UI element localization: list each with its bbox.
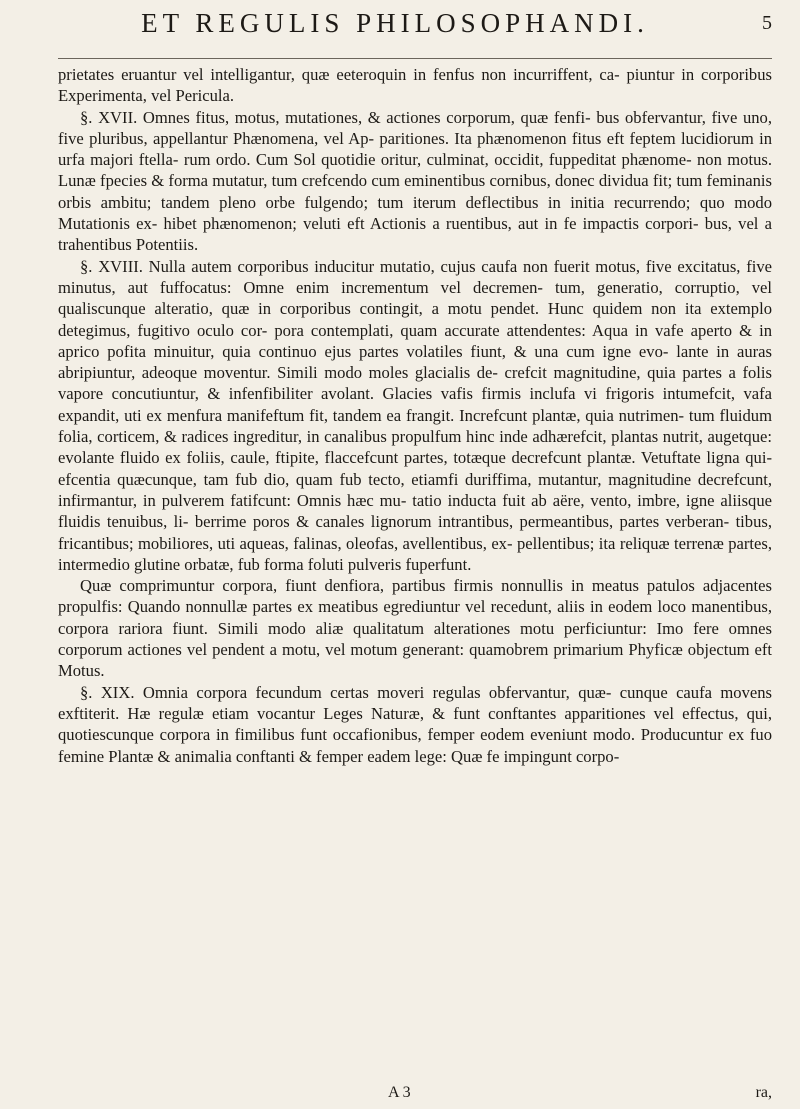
body-text bbox=[58, 64, 772, 767]
page-footer bbox=[58, 1084, 772, 1104]
signature-mark: A 3 bbox=[388, 1084, 411, 1101]
page-number: 5 bbox=[762, 12, 772, 34]
paragraph-section-18: §. XVIII. Nulla autem corporibus inducitur mutatio, cujus caufa non fuerit motus, five excitatus, five minutus, aut fuffocatus: Omne enim incrementum vel decremen- tum, generatio, corruptio, vel qualiscunque alteratio, quæ in corporibus contingit, a motu pendet. Hunc quidem non ita extemplo detegimus, fugitivo oculo cor- pora contemplati, quam accurate attendentes: Aqua in vafe aperto & in aprico pofita minuitur, quia continuo ejus partes volatiles fiunt, & una cum igne evo- lante in auras abripiuntur, adeoque moventur. Simili modo moles glacialis de- crefcit magnitudine, quia partes a folis vapore concutiuntur, & infenfibiliter avolant. Glacies vafis firmis inclufa vi frigoris intumefcit, vafa expandit, uti ex menfura manifeftum fit, tandem ea frangit. Increfcunt plantæ, quia nutrimen- tum fluidum folia, corticem, & radices ingreditur, in canalibus propulfum hinc inde adhærefcit, plantas nutrit, augetque: evolante fluido ex foliis, caule, ftipite, flaccefcunt partes, totæque decrefcunt plantæ. Vetuftate ligna qui- efcentia quæcunque, tam fub dio, quam fub tecto, etiamfi duriffima, mutantur, magnitudine decrefcunt, infirmantur, in pulverem fatifcunt: Omnis hæc mu- tatio inducta fuit ab aëre, vento, imbre, igne aliisque fluidis tenuibus, li- berrime poros & canales lignorum intrantibus, permeantibus, partes verberan- tibus, fricantibus; mobiliores, uti aqueas, falinas, oleofas, avellentibus, ex- pellentibus; ita reliquæ terrenæ partes, intermedio glutine orbatæ, fub forma foluti pulveris fuperfunt. bbox=[58, 256, 772, 574]
paragraph-continuation: prietates eruantur vel intelligantur, quæ eeteroquin in fenfus non incurriffent, ca- piuntur in corporibus Experimenta, vel Pericula. bbox=[58, 65, 772, 106]
paragraph-section-17: §. XVII. Omnes fitus, motus, mutationes, & actiones corporum, quæ fenfi- bus obfervantur, five uno, five pluribus, appellantur Phænomena, vel Ap- paritiones. Ita phænomenon fitus eft feptem lucidiorum in urfa majori ftella- rum ordo. Cum Sol quotidie oritur, culminat, occidit, fuppeditat phænome- non motus. Lunæ fpecies & forma mutatur, tum crefcendo cum eminentibus cornibus, donec dividua fit; tum feminanis orbis ambitu; tandem pleno orbe fulgendo; tum iterum deflectibus in initia recurrendo; quo modo Mutationis ex- hibet phænomenon; veluti eft Actionis a ruentibus, aut in fe impactis corpori- bus, vel a trahentibus Potentiis. bbox=[58, 107, 772, 255]
paragraph-compression: Quæ comprimuntur corpora, fiunt denfiora, partibus firmis nonnullis in meatus patulos adjacentes propulfis: Quando nonnullæ partes ex meatibus egrediuntur vel recedunt, aliis in eodem loco manentibus, corpora rariora fiunt. Simili modo aliæ qualitatum alterationes motu perficiuntur: Imo fere omnes corporum actiones vel pendent a motu, vel motum generant: quamobrem primarium Phyficæ objectum eft Motus. bbox=[58, 576, 772, 681]
running-header bbox=[58, 6, 772, 59]
running-title: ET REGULIS PHILOSOPHANDI. bbox=[141, 8, 649, 38]
catchword: ra, bbox=[755, 1084, 772, 1101]
paragraph-section-19: §. XIX. Omnia corpora fecundum certas moveri regulas obfervantur, quæ- cunque caufa movens exftiterit. Hæ regulæ etiam vocantur Leges Naturæ, & funt conftantes apparitiones vel effectus, qui, quotiescunque corpora in fimilibus funt occafionibus, femper eodem eveniunt modo. Producuntur ex fuo femine Plantæ & animalia conftanti & femper eadem lege: Quæ fe impingunt corpo- bbox=[58, 682, 772, 766]
